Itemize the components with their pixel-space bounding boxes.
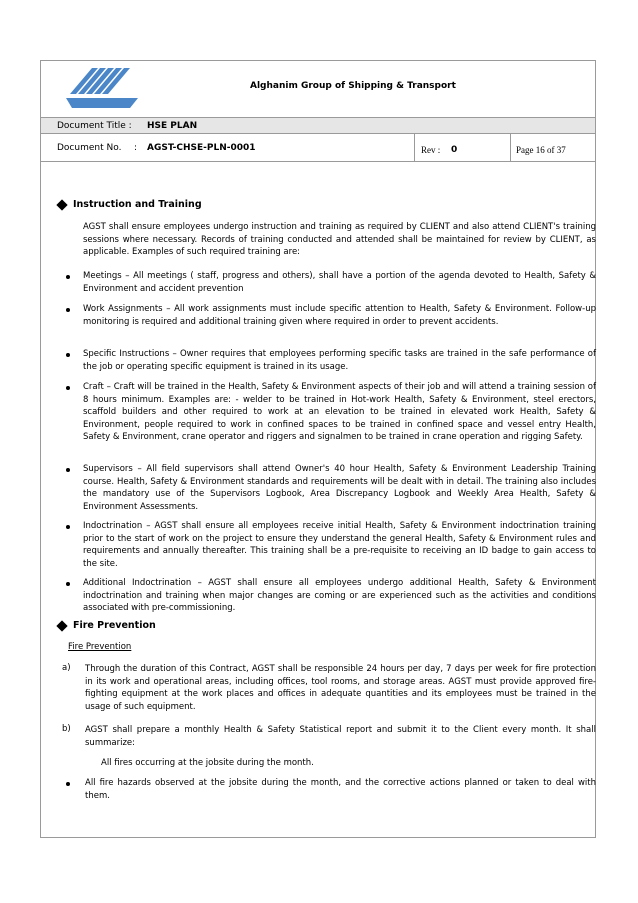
bullet-icon [66,386,70,390]
diamond-bullet-icon [56,199,67,210]
fire-item-a: Through the duration of this Contract, AGST shall be responsible 24 hours per day, 7 days per week for fire protection in its work and operational areas, including offices, tool rooms, and storage areas. AGST must provide approved fire-fighting equipment at the work places and offices in adequate quantities and its employees must be trained in the usage of such equipment. [85,664,596,712]
training-intro: AGST shall ensure employees undergo instruction and training as required by CLIENT and also attend CLIENT's training sessions where necessary. Records of training conducted and attended shall be maintained for review by CLIENT, as applicable. Examples of such required training are: [83,222,596,258]
bullet-icon [66,468,70,472]
item-label-b: b) [62,724,71,734]
doc-no-label: Document No. [57,143,122,153]
training-heading: Instruction and Training [73,199,202,210]
fire-subheading: Fire Prevention [68,642,132,652]
item-label-a: a) [62,663,71,673]
training-bullet-work-assignments: Work Assignments – All work assignments must include specific attention to Health, Safety & Environment. Follow-up monitoring is required and additional training given where required in order to prevent accidents. [83,304,596,327]
page-frame [40,60,596,838]
doc-no-separator: : [134,143,138,153]
training-bullet-indoctrination: Indoctrination – AGST shall ensure all employees receive initial Health, Safety & Environment indoctrination training prior to the start of work on the project to ensure they understand the general Health, Safety & Environment rules and requirements and annually thereafter. This training shall be a pre-requisite to receiving an ID badge to gain access to the site. [83,521,596,569]
training-bullet-specific-instructions: Specific Instructions – Owner requires that employees performing specific tasks are trained in the safe performance of the job or operating specific equipment is trained in its usage. [83,349,596,372]
company-name: Alghanim Group of Shipping & Transport [250,81,456,91]
training-bullet-additional-indoctrination: Additional Indoctrination – AGST shall ensure all employees undergo additional Health, Safety & Environment indoctrination and training when major changes are coming or are experienced such as the activities and conditions associated with pre-commissioning. [83,578,596,614]
bullet-icon [66,582,70,586]
doc-title-label: Document Title : [57,121,132,131]
bullet-icon [66,525,70,529]
doc-title-value: HSE PLAN [147,121,198,131]
rev-value: 0 [451,145,458,155]
bullet-icon [66,275,70,279]
bullet-icon [66,308,70,312]
fire-hazards-bullet: All fire hazards observed at the jobsite during the month, and the corrective actions planned or taken to deal with them. [85,778,596,801]
page-number: Page 16 of 37 [516,145,566,155]
fire-summary-line: All fires occurring at the jobsite during the month. [101,758,314,768]
bullet-icon [66,353,70,357]
fire-item-b: AGST shall prepare a monthly Health & Safety Statistical report and submit it to the Client every month. It shall summarize: [85,725,596,748]
doc-no-value: AGST-CHSE-PLN-0001 [147,143,256,153]
training-bullet-meetings: Meetings – All meetings ( staff, progress and others), shall have a portion of the agenda devoted to Health, Safety & Environment and accident prevention [83,271,596,294]
fire-heading: Fire Prevention [73,620,156,631]
training-bullet-supervisors: Supervisors – All field supervisors shall attend Owner's 40 hour Health, Safety & Environment Leadership Training course. Health, Safety & Environment standards and requirements will be dealt with in detail. The training also includes the mandatory use of the Supervisors Logbook, Area Discrepancy Logbook and Weekly Area Health, Safety & Environment Assessments. [83,464,596,512]
section-heading-training [57,199,202,210]
training-bullet-craft: Craft – Craft will be trained in the Health, Safety & Environment aspects of their job and will attend a training session of 8 hours minimum. Examples are: - welder to be trained in Hot-work Health, Safety & Environment, steel erectors, scaffold builders and other required to work at an elevation to be trained in elevated work Health, Safety & Environment, people required to work in confined spaces to be trained in confined space and vessel entry Health, Safety & Environment, crane operator and riggers and signalmen to be trained in crane operation and rigging Safety. [83,382,596,443]
rev-label: Rev : [421,145,441,155]
diamond-bullet-icon [56,620,67,631]
bullet-icon [66,782,70,786]
section-heading-fire [57,620,156,631]
